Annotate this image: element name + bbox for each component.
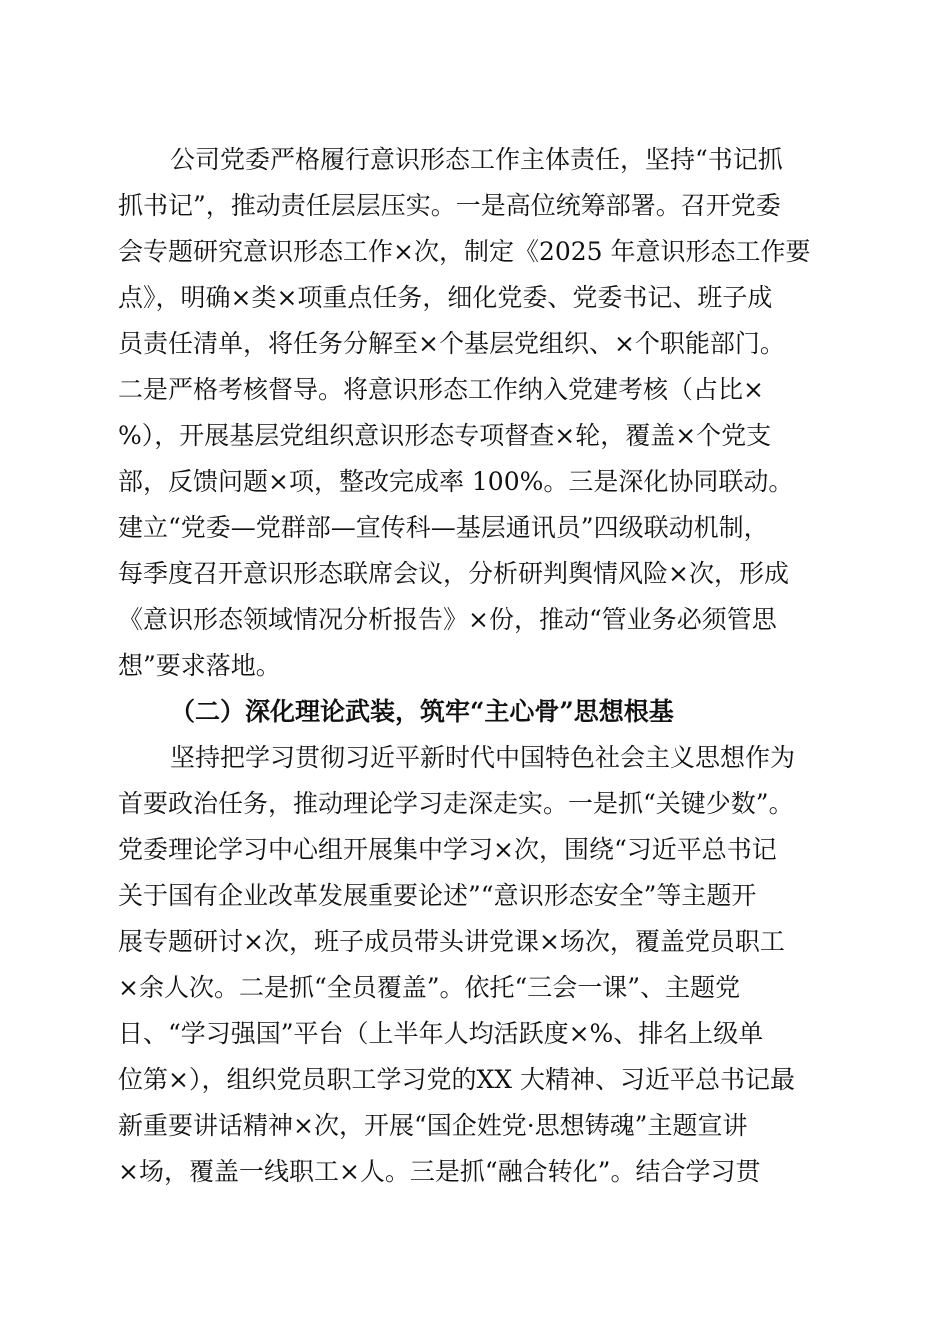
text-line: 坚持把学习贯彻习近平新时代中国特色社会主义思想作为 bbox=[170, 743, 796, 772]
text-line: 《意识形态领域情况分析报告》×份，推动“管业务必须管思 bbox=[118, 605, 777, 634]
text-line: 日、“学习强国”平台（上半年人均活跃度×%、排名上级单 bbox=[118, 1019, 764, 1048]
text-line: 关于国有企业改革发展重要论述”“意识形态安全”等主题开 bbox=[118, 881, 757, 910]
text-line: 公司党委严格履行意识形态工作主体责任，坚持“书记抓 bbox=[170, 145, 783, 174]
text-line: 首要政治任务，推动理论学习走深走实。一是抓“关键少数”。 bbox=[118, 789, 794, 818]
section-heading-text: （二）深化理论武装，筑牢“主心骨”思想根基 bbox=[170, 697, 674, 726]
text-line: 想”要求落地。 bbox=[118, 651, 281, 680]
text-line: 展专题研讨×次，班子成员带头讲党课×场次，覆盖党员职工 bbox=[118, 927, 785, 956]
text-line: ×场，覆盖一线职工×人。三是抓“融合转化”。结合学习贯 bbox=[118, 1157, 761, 1186]
text-line: ×余人次。二是抓“全员覆盖”。依托“三会一课”、主题党 bbox=[118, 973, 741, 1002]
text-line: 抓书记”，推动责任层层压实。一是高位统筹部署。召开党委 bbox=[118, 191, 781, 220]
text-line: 二是严格考核督导。将意识形态工作纳入党建考核（占比× bbox=[118, 375, 764, 404]
text-line: 每季度召开意识形态联席会议，分析研判舆情风险×次，形成 bbox=[118, 559, 789, 588]
text-line: 会专题研究意识形态工作×次，制定《2025 年意识形态工作要 bbox=[118, 237, 811, 266]
text-line: 部，反馈问题×项，整改完成率 100%。三是深化协同联动。 bbox=[118, 467, 794, 496]
text-line: 新重要讲话精神×次，开展“国企姓党·思想铸魂”主题宣讲 bbox=[118, 1111, 748, 1140]
text-line: 点》，明确×类×项重点任务，细化党委、党委书记、班子成 bbox=[118, 283, 773, 312]
text-line: 建立“党委—党群部—宣传科—基层通讯员”四级联动机制， bbox=[118, 513, 769, 542]
text-line: 位第×），组织党员职工学习党的XX 大精神、习近平总书记最 bbox=[118, 1065, 795, 1094]
text-line: 员责任清单，将任务分解至×个基层党组织、×个职能部门。 bbox=[118, 329, 785, 358]
text-line: %），开展基层党组织意识形态专项督查×轮，覆盖×个党支 bbox=[118, 421, 772, 450]
text-line: 党委理论学习中心组开展集中学习×次，围绕“习近平总书记 bbox=[118, 835, 777, 864]
